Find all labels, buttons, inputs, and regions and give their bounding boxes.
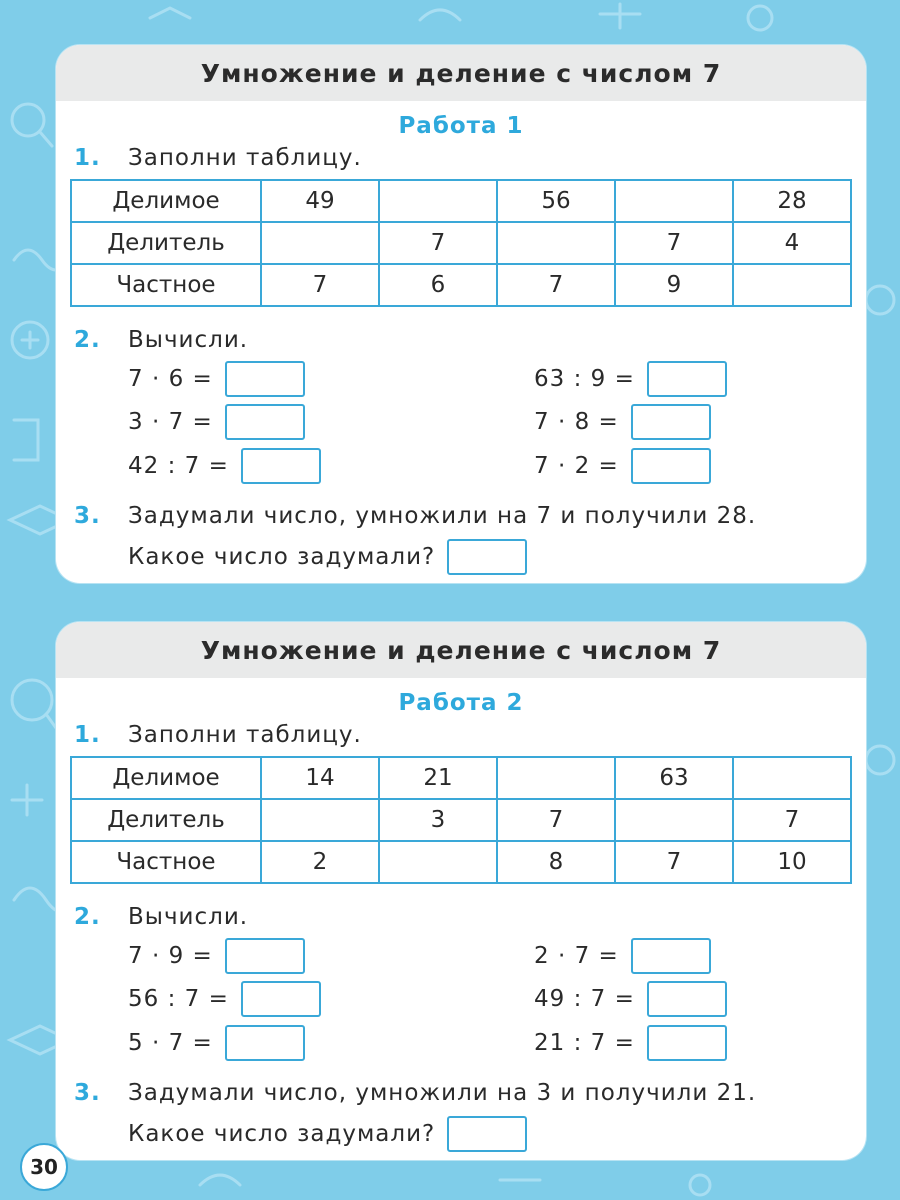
fill-table — [70, 179, 852, 307]
table-cell[interactable]: 7 — [379, 222, 497, 264]
table-cell[interactable]: 7 — [615, 222, 733, 264]
table-row-dividend — [71, 180, 851, 222]
expression: 3 · 7 = — [128, 409, 213, 435]
task-number: 3. — [74, 503, 101, 529]
task-text: Вычисли. — [128, 327, 249, 353]
table-cell[interactable]: 21 — [379, 757, 497, 799]
task-3 — [74, 503, 756, 529]
page-number: 30 — [20, 1143, 68, 1191]
section-header: Умножение и деление с числом 7 — [56, 45, 866, 101]
table-row-divisor — [71, 222, 851, 264]
expression-row — [534, 1025, 727, 1061]
task-3 — [74, 1080, 756, 1106]
table-cell[interactable]: 56 — [497, 180, 615, 222]
table-cell[interactable]: 2 — [261, 841, 379, 883]
table-row-dividend — [71, 757, 851, 799]
row-label: Делимое — [71, 757, 261, 799]
answer-box[interactable] — [225, 404, 305, 440]
expression: 5 · 7 = — [128, 1030, 213, 1056]
table-cell[interactable]: 28 — [733, 180, 851, 222]
table-cell[interactable]: 3 — [379, 799, 497, 841]
expression-row — [128, 981, 321, 1017]
expression: 7 · 9 = — [128, 943, 213, 969]
table-row-quotient — [71, 841, 851, 883]
task-text: Заполни таблицу. — [128, 145, 362, 171]
task-number: 3. — [74, 1080, 101, 1106]
expression: 49 : 7 = — [534, 986, 635, 1012]
expression-row — [534, 981, 727, 1017]
task-text: Заполни таблицу. — [128, 722, 362, 748]
task-text: Задумали число, умножили на 3 и получили 21. — [128, 1080, 757, 1106]
expression-row — [128, 1025, 305, 1061]
answer-box[interactable] — [447, 539, 527, 575]
table-cell[interactable]: 7 — [733, 799, 851, 841]
expression: 42 : 7 = — [128, 453, 229, 479]
table-cell[interactable]: 9 — [615, 264, 733, 306]
task-number: 1. — [74, 722, 101, 748]
question-text: Какое число задумали? — [128, 1121, 436, 1147]
task-3-question — [128, 1116, 527, 1152]
work-card-1 — [56, 45, 866, 583]
work-card-2 — [56, 622, 866, 1160]
task-3-question — [128, 539, 527, 575]
answer-box[interactable] — [631, 448, 711, 484]
task-number: 1. — [74, 145, 101, 171]
expression: 2 · 7 = — [534, 943, 619, 969]
task-text: Вычисли. — [128, 904, 249, 930]
answer-box[interactable] — [225, 938, 305, 974]
answer-box[interactable] — [631, 938, 711, 974]
table-cell[interactable] — [497, 222, 615, 264]
table-cell[interactable] — [379, 841, 497, 883]
expression-row — [128, 361, 305, 397]
task-2 — [74, 327, 248, 353]
expression-row — [128, 404, 305, 440]
table-cell[interactable] — [615, 799, 733, 841]
table-cell[interactable]: 14 — [261, 757, 379, 799]
table-cell[interactable]: 4 — [733, 222, 851, 264]
answer-box[interactable] — [647, 981, 727, 1017]
table-cell[interactable]: 7 — [497, 264, 615, 306]
answer-box[interactable] — [225, 361, 305, 397]
table-cell[interactable]: 8 — [497, 841, 615, 883]
answer-box[interactable] — [241, 981, 321, 1017]
table-row-divisor — [71, 799, 851, 841]
task-1 — [74, 145, 362, 171]
fill-table — [70, 756, 852, 884]
expression-row — [534, 361, 727, 397]
expression-row — [128, 938, 305, 974]
answer-box[interactable] — [647, 361, 727, 397]
work-title: Работа 2 — [398, 690, 524, 716]
table-cell[interactable]: 49 — [261, 180, 379, 222]
table-cell[interactable]: 10 — [733, 841, 851, 883]
table-cell[interactable]: 6 — [379, 264, 497, 306]
row-label: Частное — [71, 264, 261, 306]
table-cell[interactable]: 63 — [615, 757, 733, 799]
task-2 — [74, 904, 248, 930]
table-cell[interactable] — [261, 799, 379, 841]
expression: 21 : 7 = — [534, 1030, 635, 1056]
answer-box[interactable] — [631, 404, 711, 440]
expression: 7 · 2 = — [534, 453, 619, 479]
expression-row — [534, 938, 711, 974]
table-cell[interactable] — [615, 180, 733, 222]
answer-box[interactable] — [647, 1025, 727, 1061]
row-label: Делитель — [71, 799, 261, 841]
table-cell[interactable]: 7 — [615, 841, 733, 883]
expression: 7 · 6 = — [128, 366, 213, 392]
table-cell[interactable] — [261, 222, 379, 264]
row-label: Делитель — [71, 222, 261, 264]
table-row-quotient — [71, 264, 851, 306]
task-number: 2. — [74, 904, 101, 930]
task-text: Задумали число, умножили на 7 и получили 28. — [128, 503, 757, 529]
answer-box[interactable] — [225, 1025, 305, 1061]
expression: 63 : 9 = — [534, 366, 635, 392]
expression-row — [534, 448, 711, 484]
question-text: Какое число задумали? — [128, 544, 436, 570]
table-cell[interactable] — [379, 180, 497, 222]
answer-box[interactable] — [241, 448, 321, 484]
expression: 7 · 8 = — [534, 409, 619, 435]
expression-row — [534, 404, 711, 440]
table-cell[interactable] — [733, 264, 851, 306]
expression: 56 : 7 = — [128, 986, 229, 1012]
answer-box[interactable] — [447, 1116, 527, 1152]
table-cell[interactable]: 7 — [261, 264, 379, 306]
task-1 — [74, 722, 362, 748]
row-label: Частное — [71, 841, 261, 883]
expression-row — [128, 448, 321, 484]
row-label: Делимое — [71, 180, 261, 222]
table-cell[interactable] — [497, 757, 615, 799]
table-cell[interactable] — [733, 757, 851, 799]
work-title: Работа 1 — [398, 113, 524, 139]
section-header: Умножение и деление с числом 7 — [56, 622, 866, 678]
task-number: 2. — [74, 327, 101, 353]
table-cell[interactable]: 7 — [497, 799, 615, 841]
